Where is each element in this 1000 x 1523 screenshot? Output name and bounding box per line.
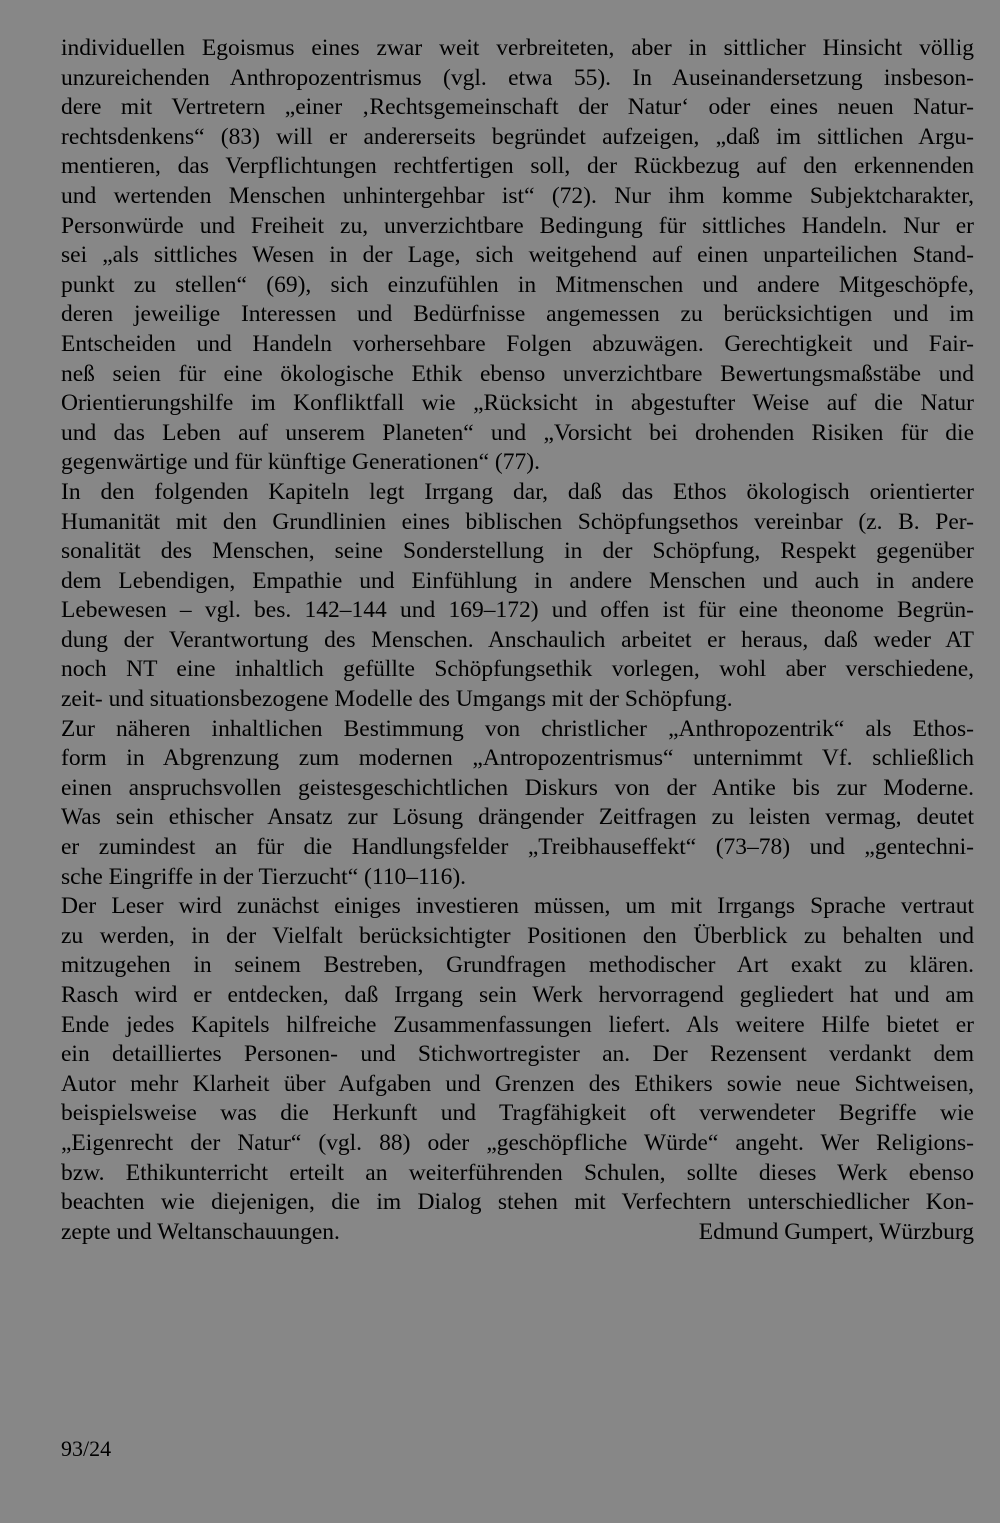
text-line: einen anspruchsvollen geistesgeschichtlichen Diskurs von der Antike bis zur Moderne. <box>61 774 974 801</box>
text-line: In den folgenden Kapiteln legt Irrgang dar, daß das Ethos ökologisch orientierter <box>61 478 974 505</box>
text-line: dung der Verantwortung des Menschen. Anschaulich arbeitet er heraus, daß weder AT <box>61 626 974 653</box>
text-line: beachten wie diejenigen, die im Dialog stehen mit Verfechtern unterschiedlicher Kon- <box>61 1189 974 1216</box>
text-line: deren jeweilige Interessen und Bedürfnisse angemessen zu berücksichtigen und im <box>61 301 974 328</box>
text-line: zu werden, in der Vielfalt berücksichtigter Positionen den Überblick zu behalten und <box>61 922 974 949</box>
text-line: ein detailliertes Personen- und Stichwortregister an. Der Rezensent verdankt dem <box>61 1041 974 1068</box>
paragraph-1 <box>61 34 974 478</box>
text-line: form in Abgrenzung zum modernen „Antropozentrismus“ unternimmt Vf. schließlich <box>61 745 974 772</box>
page-number: 93/24 <box>61 1436 112 1461</box>
text-line: beispielsweise was die Herkunft und Tragfähigkeit oft verwendeter Begriffe wie <box>61 1100 974 1127</box>
text-line: sche Eingriffe in der Tierzucht“ (110–116). <box>61 863 467 890</box>
text-line: Autor mehr Klarheit über Aufgaben und Grenzen des Ethikers sowie neue Sichtweisen, <box>61 1070 974 1097</box>
text-line: Rasch wird er entdecken, daß Irrgang sein Werk hervorragend gegliedert hat und am <box>61 982 974 1008</box>
text-line: Zur näheren inhaltlichen Bestimmung von christlicher „Anthropozentrik“ als Ethos- <box>61 715 974 742</box>
text-line: zepte und Weltanschauungen. <box>61 1218 340 1245</box>
text-line: punkt zu stellen“ (69), sich einzufühlen in Mitmenschen und andere Mitgeschöpfe, <box>61 271 974 298</box>
review-text <box>61 34 974 1247</box>
text-line: Der Leser wird zunächst einiges investieren müssen, um mit Irrgangs Sprache vertraut <box>61 893 974 920</box>
text-line: rechtsdenkens“ (83) will er andererseits begründet aufzeigen, „daß im sittlichen Argu- <box>61 123 974 150</box>
text-line: Orientierungshilfe im Konfliktfall wie „Rücksicht in abgestufter Weise auf die Natur <box>61 390 974 417</box>
text-line: dere mit Vertretern „einer ‚Rechtsgemeinschaft der Natur‘ oder eines neuen Natur- <box>61 94 974 121</box>
text-line: Lebewesen – vgl. bes. 142–144 und 169–172) und offen ist für eine theonome Begrün- <box>61 597 974 624</box>
text-line: er zumindest an für die Handlungsfelder „Treibhauseffekt“ (73–78) und „gentechni- <box>61 834 974 861</box>
text-line: dem Lebendigen, Empathie und Einfühlung in andere Menschen und auch in andere <box>61 567 974 594</box>
text-line: „Eigenrecht der Natur“ (vgl. 88) oder „geschöpfliche Würde“ angeht. Wer Religions- <box>61 1129 974 1156</box>
text-line: mentieren, das Verpflichtungen rechtfertigen soll, der Rückbezug auf den erkennenden <box>61 153 974 180</box>
text-line: individuellen Egoismus eines zwar weit verbreiteten, aber in sittlicher Hinsicht völlig <box>61 35 974 61</box>
text-line: unzureichenden Anthropozentrismus (vgl. etwa 55). In Auseinandersetzung insbeson- <box>61 64 974 91</box>
text-line: neß seien für eine ökologische Ethik ebenso unverzichtbare Bewertungsmaßstäbe und <box>61 360 974 387</box>
paragraph-3 <box>61 715 974 893</box>
text-line: Personwürde und Freiheit zu, unverzichtbare Bedingung für sittliches Handeln. Nur er <box>61 212 974 239</box>
text-line: noch NT eine inhaltlich gefüllte Schöpfungsethik vorlegen, wohl aber verschiedene, <box>61 656 974 683</box>
text-line: und das Leben auf unserem Planeten“ und „Vorsicht bei drohenden Risiken für die <box>61 419 974 446</box>
reviewer-signature: Edmund Gumpert, Würzburg <box>698 1218 974 1245</box>
text-line: gegenwärtige und für künftige Generationen“ (77). <box>61 449 540 476</box>
text-line: Entscheiden und Handeln vorhersehbare Folgen abzuwägen. Gerechtigkeit und Fair- <box>61 330 974 357</box>
text-line: Was sein ethischer Ansatz zur Lösung drängender Zeitfragen zu leisten vermag, deutet <box>61 804 974 831</box>
text-line: sonalität des Menschen, seine Sonderstellung in der Schöpfung, Respekt gegenüber <box>61 538 974 565</box>
final-line <box>61 1218 974 1248</box>
text-line: sei „als sittliches Wesen in der Lage, sich weitgehend auf einen unparteilichen Stand- <box>61 242 974 269</box>
text-line: zeit- und situationsbezogene Modelle des Umgangs mit der Schöpfung. <box>61 686 733 713</box>
paragraph-4 <box>61 892 974 1247</box>
paragraph-2 <box>61 478 974 715</box>
text-line: und wertenden Menschen unhintergehbar ist“ (72). Nur ihm komme Subjektcharakter, <box>61 182 974 209</box>
text-line: mitzugehen in seinem Bestreben, Grundfragen methodischer Art exakt zu klären. <box>61 952 974 979</box>
text-line: Ende jedes Kapitels hilfreiche Zusammenfassungen liefert. Als weitere Hilfe bietet er <box>61 1011 974 1038</box>
text-line: Humanität mit den Grundlinien eines biblischen Schöpfungsethos vereinbar (z. B. Per- <box>61 508 974 535</box>
text-line: bzw. Ethikunterricht erteilt an weiterführenden Schulen, sollte dieses Werk ebenso <box>61 1159 974 1186</box>
